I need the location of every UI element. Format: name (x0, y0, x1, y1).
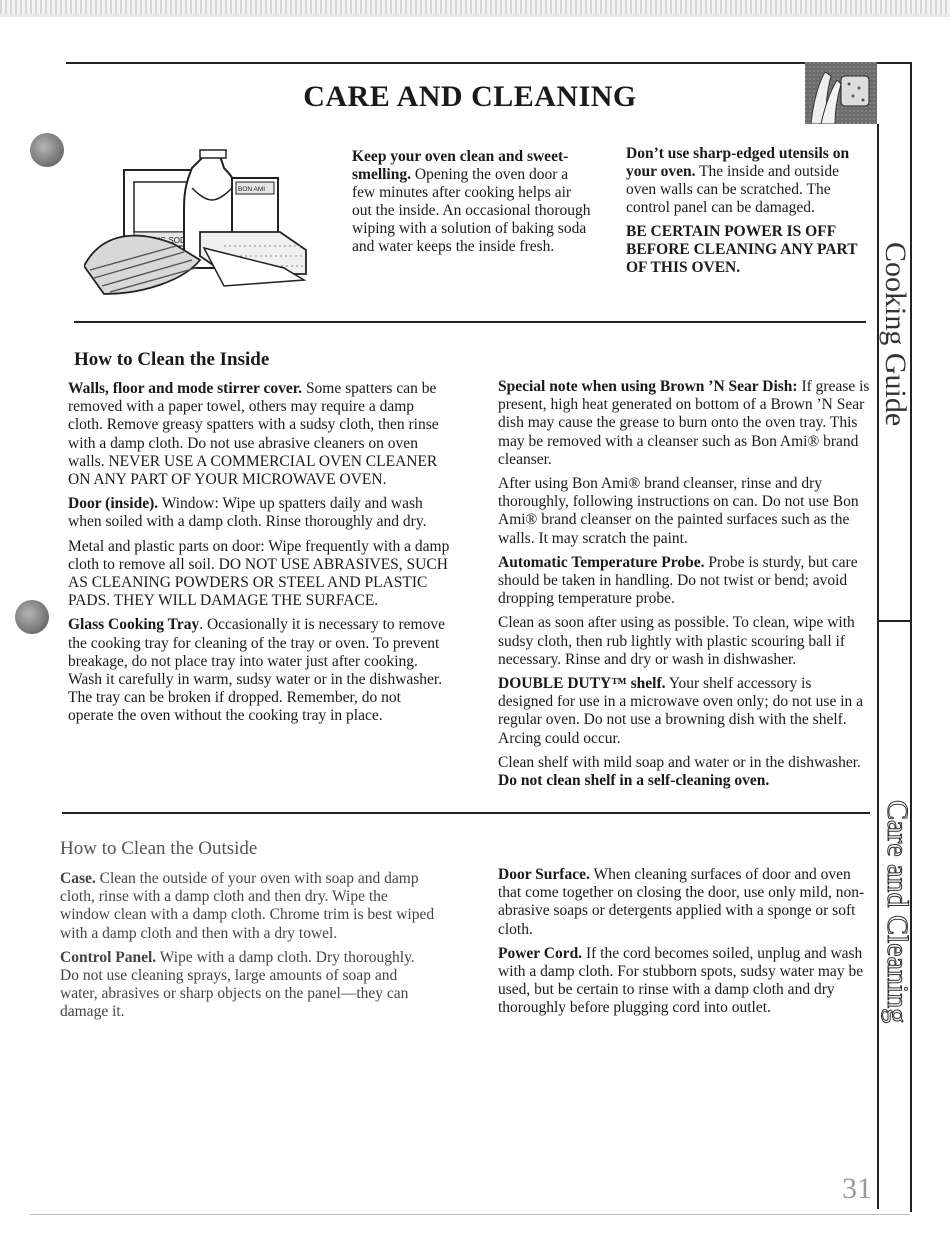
power-cord-text: If the cord becomes soiled, unplug and wash with a damp cloth. For stubborn spots, sudsy water may be used, but be certain to rinse with a damp cloth and dry thoroughly before plugging cord into outlet. (498, 944, 864, 1017)
intro-right-bold: Don’t use sharp-edged utensils on your oven. (626, 145, 850, 180)
door-bold: Door (inside). (68, 495, 159, 513)
page-number: 31 (842, 1172, 872, 1205)
shelf-text: Your shelf accessory is designed for use in a microwave oven only; do not use in a regular oven. Do not use a browning dish with the shelf. Arcing could occur. (498, 675, 864, 747)
case-text: Clean the outside of your oven with soap and damp cloth, rinse with a damp cloth and then dry. Wipe the window clean with a damp cloth. Chrome trim is best wiped with a damp cloth and then with a dry towel. (60, 870, 435, 942)
binder-hole-icon (30, 133, 64, 167)
side-label-cooking-guide: Cooking Guide (879, 242, 912, 427)
door-surface-paragraph (498, 866, 870, 939)
bottom-edge-line (30, 1214, 910, 1215)
walls-text: Some spatters can be removed with a paper towel, others may require a damp cloth. Remove greasy spatters with a sudsy cloth, then rinse with a damp cloth. Do not use abrasive cleaners on oven walls. NEVER USE A COMMERCIAL OVEN CLEANER ON ANY PART OF YOUR MICROWAVE OVEN. (68, 380, 439, 489)
power-cord-bold: Power Cord. (498, 944, 583, 962)
outside-right-column (498, 866, 870, 1024)
outside-heading: How to Clean the Outside (60, 838, 258, 859)
intro-right (626, 145, 868, 277)
shelf-clean-bold: Do not clean shelf in a self-cleaning oven. (498, 772, 770, 790)
sear-bold: Special note when using Brown ’N Sear Dish: (498, 378, 798, 395)
walls-bold: Walls, floor and mode stirrer cover. (68, 380, 303, 397)
cleaning-supplies-icon (84, 148, 316, 298)
hand-sponge-icon (805, 62, 877, 124)
panel-bold: Control Panel. (60, 948, 157, 966)
outside-left-column (60, 870, 436, 1028)
sear-text: If grease is present, high heat generated on bottom of a Brown ’N Sear dish may cause the grease to burn onto the oven tray. This may be removed with a cleanser such as Bon Ami® brand cleanser. (498, 378, 870, 468)
panel-text: Wipe with a damp cloth. Dry thoroughly. Do not use cleaning sprays, large amounts of soap and water, abrasives or sharp objects on the panel—they can damage it. (60, 948, 415, 1021)
probe-bold: Automatic Temperature Probe. (498, 553, 705, 571)
intro-left-bold: Keep your oven clean and sweet-smelling. (352, 148, 569, 183)
section-rule (74, 321, 866, 323)
scan-edge-band (0, 0, 950, 14)
bon-ami-label: BON AMI (238, 186, 266, 193)
section-rule-outside (62, 812, 870, 814)
cleaning-supplies-illustration (84, 148, 316, 298)
case-bold: Case. (60, 870, 96, 887)
inside-heading: How to Clean the Inside (74, 349, 270, 370)
panel-paragraph (60, 949, 436, 1022)
door-surface-text: When cleaning surfaces of door and oven that come together on closing the door, use only mild, non-abrasive soaps or detergents applied with a sponge or soft cloth. (498, 866, 865, 938)
shelf-clean-paragraph (498, 754, 870, 790)
door-text: Window: Wipe up spatters daily and wash when soiled with a damp cloth. Rinse thoroughly and dry. (68, 495, 427, 531)
tray-paragraph (68, 616, 450, 725)
sear-paragraph (498, 378, 870, 469)
probe-paragraph (498, 554, 870, 609)
sponge-thumbnail (805, 62, 877, 124)
probe-clean-paragraph: Clean as soon after using as possible. To clean, wipe with sudsy cloth, then rub lightly with plastic scouring ball if necessary. Rinse and dry or wash in dishwasher. (498, 614, 855, 668)
shelf-bold: DOUBLE DUTY™ shelf. (498, 675, 666, 693)
page-title: CARE AND CLEANING (303, 80, 637, 113)
door-surface-bold: Door Surface. (498, 866, 590, 883)
shelf-clean-text: Clean shelf with mild soap and water or in the dishwasher. (498, 753, 861, 771)
intro-right-text: The inside and outside oven walls can be scratched. The control panel can be damaged. (626, 163, 839, 216)
after-using-paragraph: After using Bon Ami® brand cleanser, rinse and dry thoroughly, following instructions on can. Do not use Bon Ami® brand cleanser on the painted surfaces such as the walls. It may scratch the paint. (498, 475, 859, 547)
probe-text: Probe is sturdy, but care should be taken in handling. Do not twist or bend; avoid dropping temperature probe. (498, 553, 858, 608)
side-label-care-and-cleaning: Care and Cleaning (881, 800, 914, 1024)
tray-bold: Glass Cooking Tray (68, 616, 200, 634)
scan-edge-shadow (0, 14, 950, 17)
intro-left-text: Opening the oven door a few minutes after cooking helps air out the inside. An occasional thorough wiping with a solution of baking soda and water keeps the inside fresh. (352, 166, 591, 255)
tray-text: . Occasionally it is necessary to remove the cooking tray for cleaning of the tray or oven. To prevent breakage, do not place tray into water just after cooking. Wash it carefully in warm, sudsy water or in the dishwasher. The tray can be broken if dropped. Remember, do not operate the oven without the cooking tray in place. (68, 616, 445, 725)
door-paragraph (68, 495, 450, 531)
power-cord-paragraph (498, 945, 870, 1018)
walls-paragraph (68, 380, 450, 489)
top-rule (66, 62, 912, 64)
shelf-paragraph (498, 675, 870, 748)
binder-hole-icon (15, 600, 49, 634)
sidebar-outer-rule (910, 62, 912, 1212)
metal-paragraph: Metal and plastic parts on door: Wipe frequently with a damp cloth to remove all soil. DO NOT USE ABRASIVES, SUCH AS CLEANING POWDERS OR STEEL AND PLASTIC PADS. THEY WILL DAMAGE THE SURFACE. (68, 537, 450, 610)
sidebar-divider (877, 620, 910, 622)
inside-left-column (68, 380, 450, 732)
inside-right-column (498, 378, 870, 796)
case-paragraph (60, 870, 436, 943)
power-off-warning: BE CERTAIN POWER IS OFF BEFORE CLEANING ANY PART OF THIS OVEN. (626, 223, 858, 276)
intro-left (352, 148, 592, 256)
